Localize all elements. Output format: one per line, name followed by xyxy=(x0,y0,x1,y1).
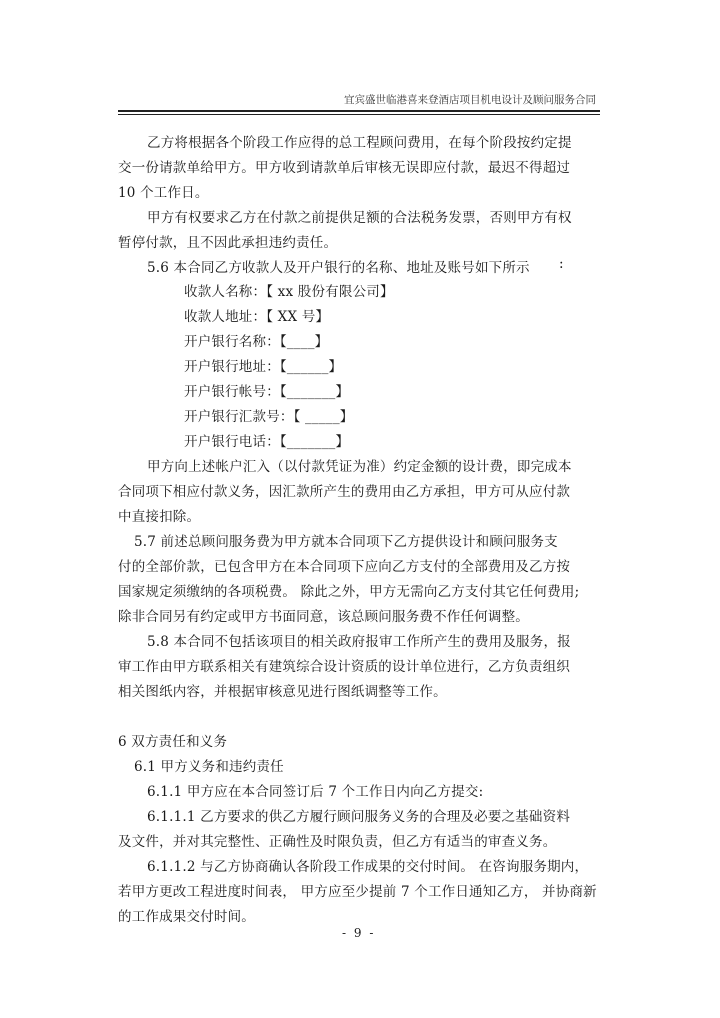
field-label: 开户银行名称： xyxy=(184,334,280,350)
paragraph-line: 中直接扣除。 xyxy=(118,509,201,525)
field-label: 开户银行汇款号： xyxy=(184,409,294,425)
section-6-1-1-2-line: 6.1.1.2 与乙方协商确认各阶段工作成果的交付时间。 在咨询服务期内， xyxy=(147,859,589,875)
header-rule-thick xyxy=(118,110,600,112)
field-bank-remittance-no xyxy=(184,405,354,425)
header-rule-thin xyxy=(118,114,600,115)
field-bank-account xyxy=(184,380,349,400)
section-6-1-heading: 6.1 甲方义务和违约责任 xyxy=(134,759,284,775)
paragraph-line: 及文件，并对其完整性、正确性及时限负责，但乙方有适当的审查义务。 xyxy=(118,834,557,850)
page-number: - 9 - xyxy=(342,926,376,940)
field-value: 【_______】 xyxy=(279,384,350,400)
field-label: 开户银行地址： xyxy=(184,359,280,375)
paragraph-line: 若甲方更改工程进度时间表， 甲方应至少提前 7 个工作日通知乙方， 并协商新 xyxy=(118,884,597,900)
field-value: 【_______】 xyxy=(279,434,350,450)
field-label: 收款人地址： xyxy=(184,309,267,325)
paragraph-line: 交一份请款单给甲方。甲方收到请款单后审核无误即应付款，最迟不得超过 xyxy=(118,160,571,176)
section-5-8-line: 5.8 本合同不包括该项目的相关政府报审工作所产生的费用及服务，报 xyxy=(147,634,571,650)
paragraph-line: 乙方将根据各个阶段工作应得的总工程顾问费用，在每个阶段按约定提 xyxy=(147,135,572,151)
field-label: 开户银行帐号： xyxy=(184,384,280,400)
paragraph-line: 国家规定须缴纳的各项税费。 除此之外，甲方无需向乙方支付其它任何费用; xyxy=(118,584,580,600)
paragraph-line: 合同项下相应付款义务，因汇款所产生的费用由乙方承担，甲方可从应付款 xyxy=(118,484,571,500)
field-value: 【 xx 股份有限公司】 xyxy=(266,284,394,300)
field-value: 【______】 xyxy=(279,359,343,375)
field-value: 【____】 xyxy=(279,334,329,350)
field-payee-address xyxy=(184,305,329,325)
paragraph-line: 甲方有权要求乙方在付款之前提供足额的合法税务发票，否则甲方有权 xyxy=(147,210,572,226)
document-header-title: 宜宾盛世临港喜来登酒店项目机电设计及顾问服务合同 xyxy=(344,94,596,106)
section-6-heading: 6 双方责任和义务 xyxy=(118,734,228,750)
section-6-1-1-line: 6.1.1 甲方应在本合同签订后 7 个工作日内向乙方提交: xyxy=(147,784,484,800)
section-5-6-heading: 5.6 本合同乙方收款人及开户银行的名称、地址及账号如下所示 xyxy=(147,260,530,276)
section-6-1-1-1-line: 6.1.1.1 乙方要求的供乙方履行顾问服务义务的合理及必要之基础资料 xyxy=(147,809,571,825)
field-bank-name xyxy=(184,330,328,350)
section-5-7-line: 5.7 前述总顾问服务费为甲方就本合同项下乙方提供设计和顾问服务支 xyxy=(134,534,558,550)
paragraph-line: 审工作由甲方联系相关有建筑综合设计资质的设计单位进行，乙方负责组织 xyxy=(118,659,571,675)
field-payee-name xyxy=(184,280,394,300)
paragraph-line: 甲方向上述帐户汇入（以付款凭证为准）约定金额的设计费，即完成本 xyxy=(147,459,572,475)
paragraph-line: 暂停付款，且不因此承担违约责任。 xyxy=(118,235,338,251)
paragraph-line: 付的全部价款，已包含甲方在本合同项下应向乙方支付的全部费用及乙方按 xyxy=(118,559,571,575)
field-label: 收款人名称： xyxy=(184,284,267,300)
paragraph-line: 除非合同另有约定或甲方书面同意，该总顾问服务费不作任何调整。 xyxy=(118,609,529,625)
field-value: 【 _____】 xyxy=(293,409,354,425)
paragraph-line: 相关图纸内容，并根据审核意见进行图纸调整等工作。 xyxy=(118,684,447,700)
field-bank-address xyxy=(184,355,342,375)
paragraph-line: 的工作成果交付时间。 xyxy=(118,909,255,925)
field-value: 【 XX 号】 xyxy=(266,309,330,325)
field-bank-phone xyxy=(184,430,349,450)
paragraph-line: 10 个工作日。 xyxy=(118,185,209,201)
field-label: 开户银行电话： xyxy=(184,434,280,450)
section-5-6-colon: : xyxy=(559,256,564,272)
